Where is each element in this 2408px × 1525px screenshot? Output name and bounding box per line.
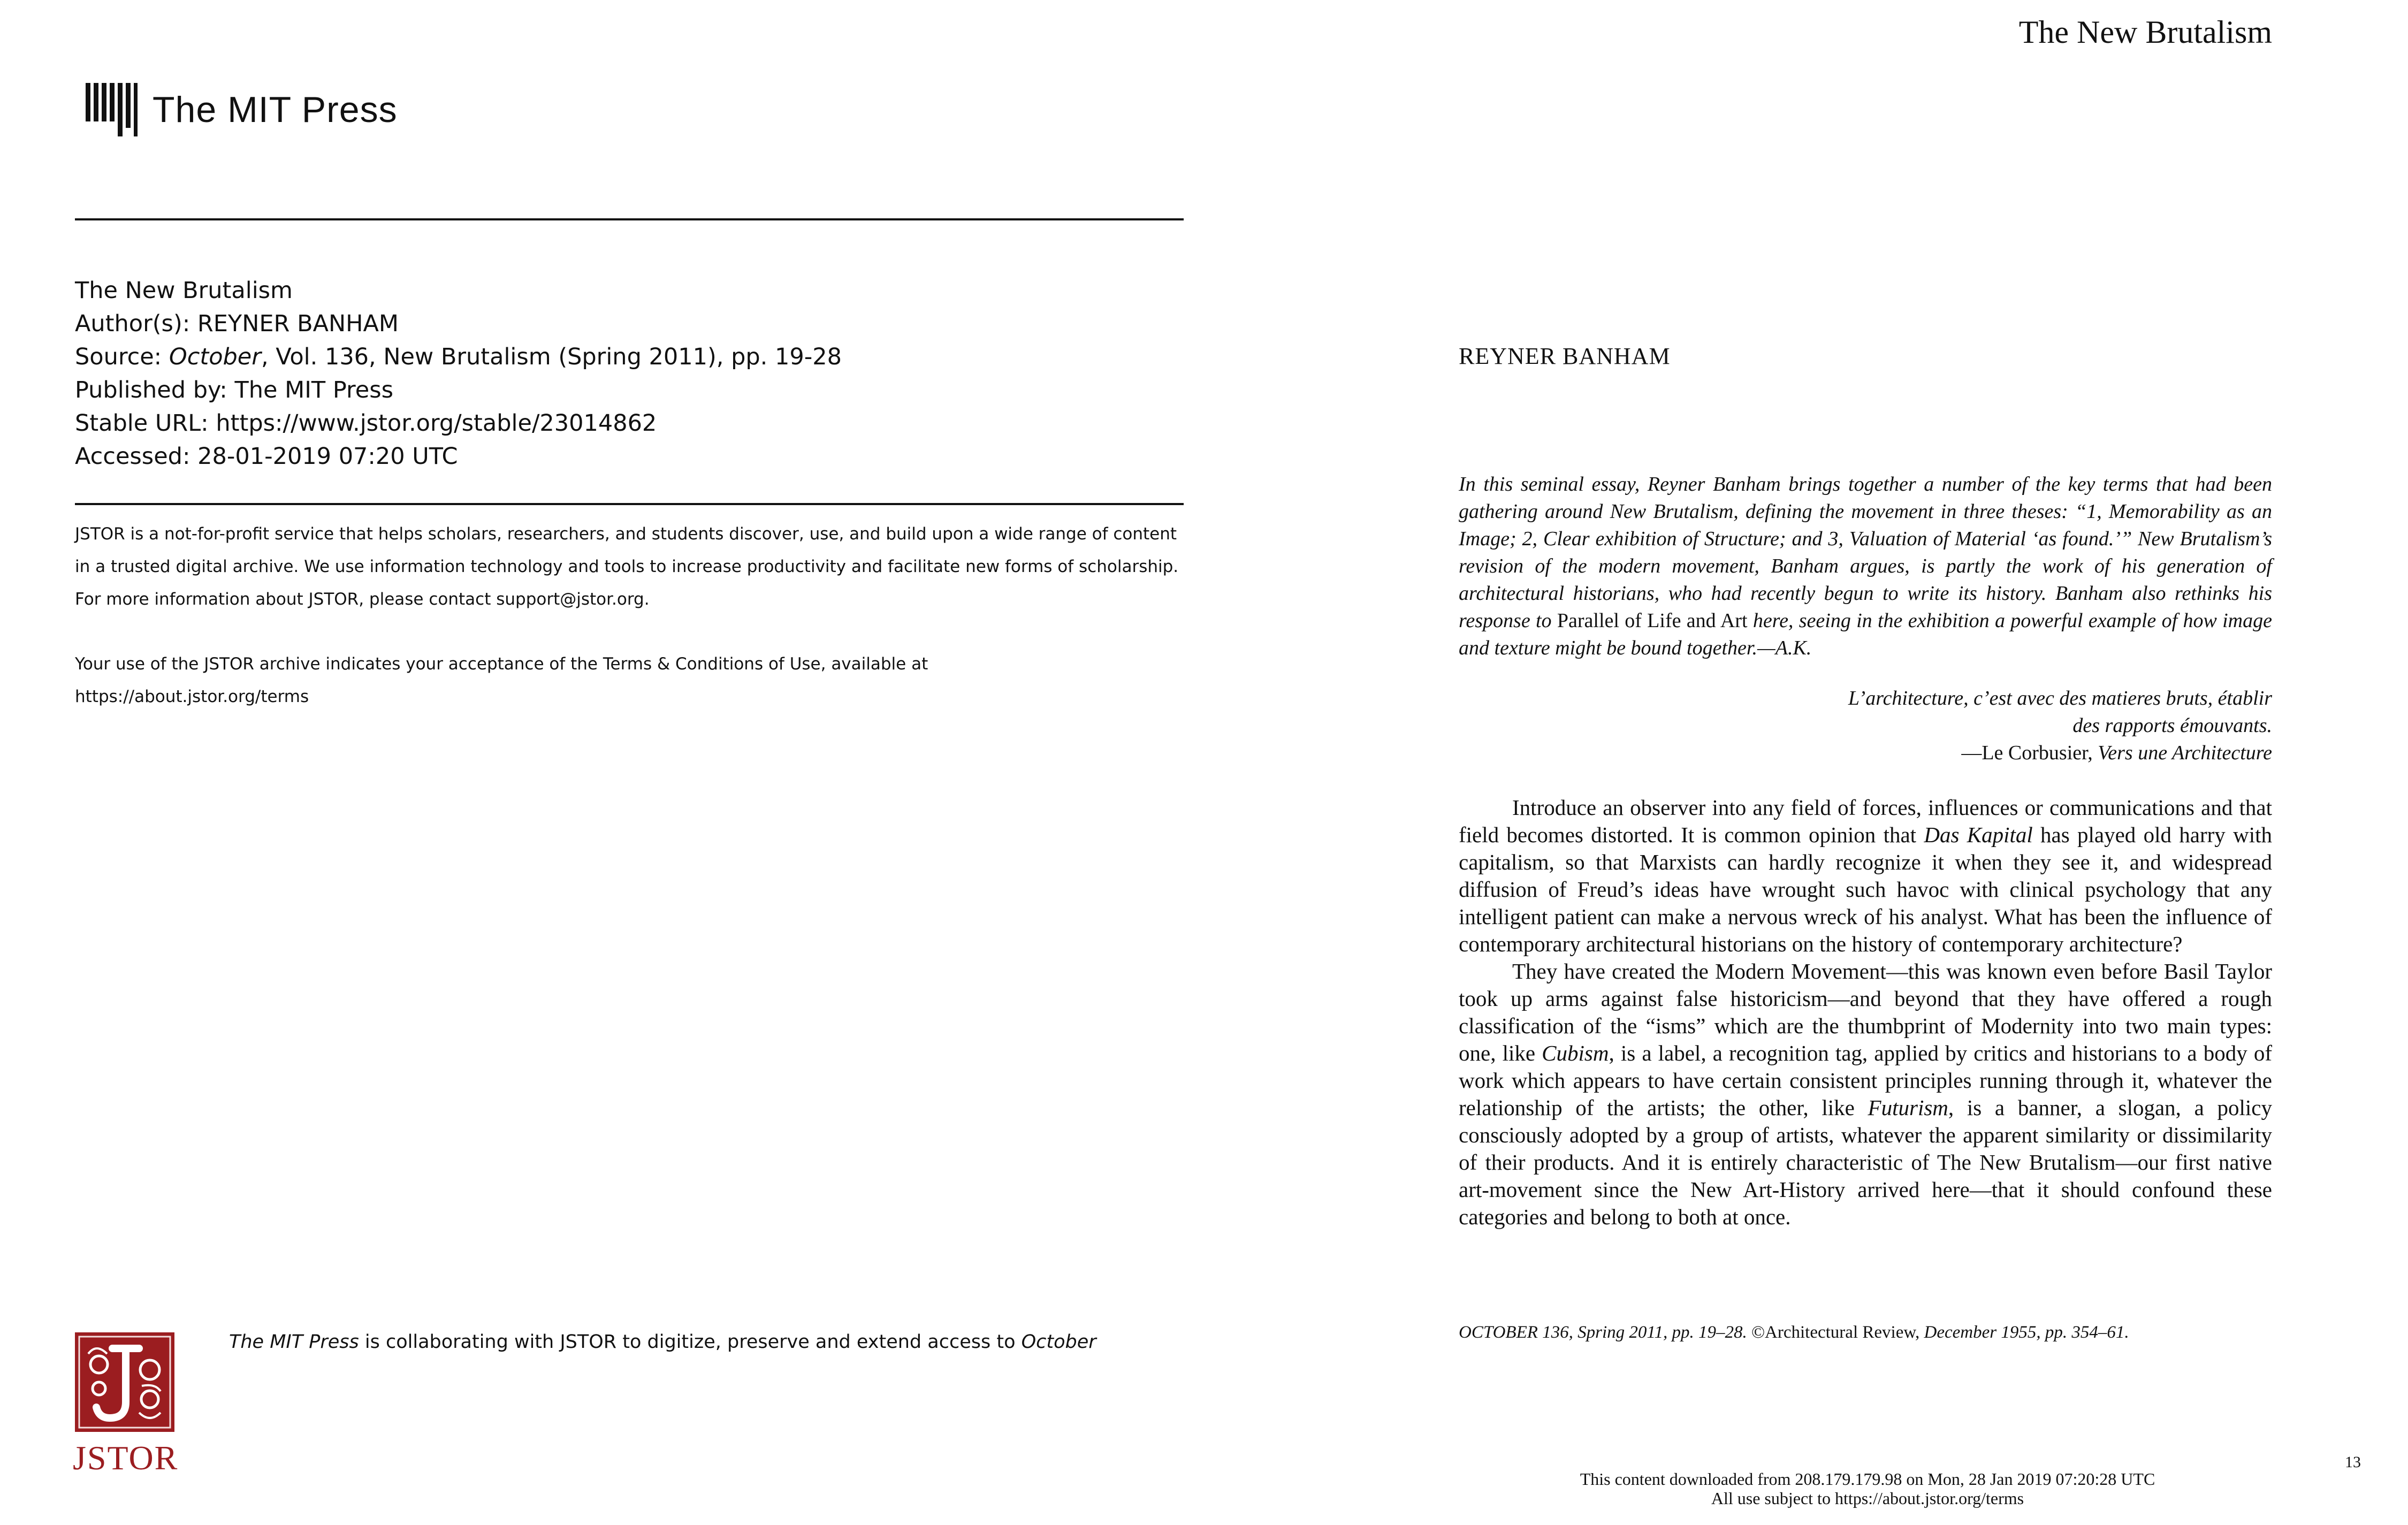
author-line: Author(s): REYNER BANHAM (75, 310, 399, 337)
article-body (1459, 794, 2272, 1231)
stable-url-line: Stable URL: https://www.jstor.org/stable/23014862 (75, 410, 657, 437)
jstor-notice (75, 518, 1184, 713)
divider-bottom (75, 503, 1184, 505)
page-number: 13 (2345, 1453, 2361, 1471)
terms-footer: All use subject to https://about.jstor.org/terms (1711, 1489, 2024, 1508)
source-citation: OCTOBER 136, Spring 2011, pp. 19–28. ©Architectural Review, December 1955, pp. 354–61. (1459, 1323, 2129, 1342)
abstract: In this seminal essay, Reyner Banham brings together a number of the key terms that had been gathering around New Brutalism, defining the movement in three theses: “1, Memorability as an Image; 2, Clear exhibition of Structure; and 3, Valuation of Material ‘as found.’” New Brutalism’s revision of the modern movement, Banham argues, is partly the work of his generation of architectural historians, who had recently begun to write its history. Banham also rethinks his response to Parallel of Life and Art here, seeing in the exhibition a powerful example of how image and texture might be bound together.—A.K. (1459, 473, 2272, 659)
download-footer (1445, 1469, 2290, 1508)
mit-press-logo (86, 80, 398, 139)
source-line: Source: October, Vol. 136, New Brutalism (Spring 2011), pp. 19-28 (75, 344, 842, 370)
epigraph-line: des rapports émouvants. (2072, 714, 2272, 737)
publisher-line: Published by: The MIT Press (75, 377, 393, 403)
jstor-seal-icon (75, 1332, 174, 1432)
body-paragraph: They have created the Modern Movement—this was known even before Basil Taylor took up arms against false historicism—and beyond that they have offered a rough classification of the “isms” which are the thumbprint of Modernity into two main types: one, like Cubism, is a label, a recognition tag, applied by critics and historians to a body of work which appears to have certain consistent principles running through it, whatever the relationship of the artists; the other, like Futurism, is a banner, a slogan, a policy consciously adopted by a group of artists, whatever the apparent similarity or dissimilarity of their products. And it is entirely characteristic of The New Brutalism—our first native art-movement since the New Art-History arrived here—that it should confound these categories and belong to both at once. (1459, 959, 2273, 1229)
mit-press-wordmark: The MIT Press (153, 89, 398, 130)
body-paragraph: Introduce an observer into any field of forces, influences or communications and that field becomes distorted. It is common opinion that Das Kapital has played old harry with capitalism, so that Marxists can hardly recognize it when they see it, and widespread diffusion of Freud’s ideas have wrought such havoc with clinical psychology that any intelligent patient can make a nervous wreck of his analyst. What has been the influence of contemporary architectural historians on the history of contemporary architecture? (1459, 795, 2272, 956)
running-head: The New Brutalism (2018, 14, 2272, 50)
accessed-line: Accessed: 28-01-2019 07:20 UTC (75, 443, 458, 470)
jstor-wordmark: JSTOR (73, 1439, 179, 1477)
article-title: The New Brutalism (75, 277, 293, 304)
divider-top (75, 218, 1184, 220)
author-name: REYNER BANHAM (197, 310, 399, 337)
article-author: REYNER BANHAM (1459, 343, 1671, 369)
terms-notice: Your use of the JSTOR archive indicates your acceptance of the Terms & Conditions of Use, available at https://about.jstor.org/terms (75, 654, 928, 706)
jstor-description: JSTOR is a not-for-profit service that helps scholars, researchers, and students discover, use, and build upon a wide range of content in a trusted digital archive. We use information technology and tools to increase productivity and facilitate new forms of scholarship. For more information about JSTOR, please contact support@jstor.org. (75, 524, 1179, 609)
epigraph-attribution: —Le Corbusier, Vers une Architecture (1961, 742, 2272, 764)
epigraph-line: L’architecture, c’est avec des matieres bruts, établir (1848, 687, 2272, 710)
stable-url-link[interactable]: https://www.jstor.org/stable/23014862 (216, 410, 657, 437)
citation-metadata (75, 274, 1172, 473)
download-info: This content downloaded from 208.179.179.98 on Mon, 28 Jan 2019 07:20:28 UTC (1580, 1469, 2155, 1489)
source-journal: October (169, 344, 261, 370)
collaboration-statement: The MIT Press is collaborating with JSTOR to digitize, preserve and extend access to October (229, 1331, 1096, 1353)
mit-press-barcode-icon (86, 83, 141, 136)
epigraph (1576, 685, 2272, 767)
terms-link[interactable]: https://about.jstor.org/terms (75, 687, 309, 706)
